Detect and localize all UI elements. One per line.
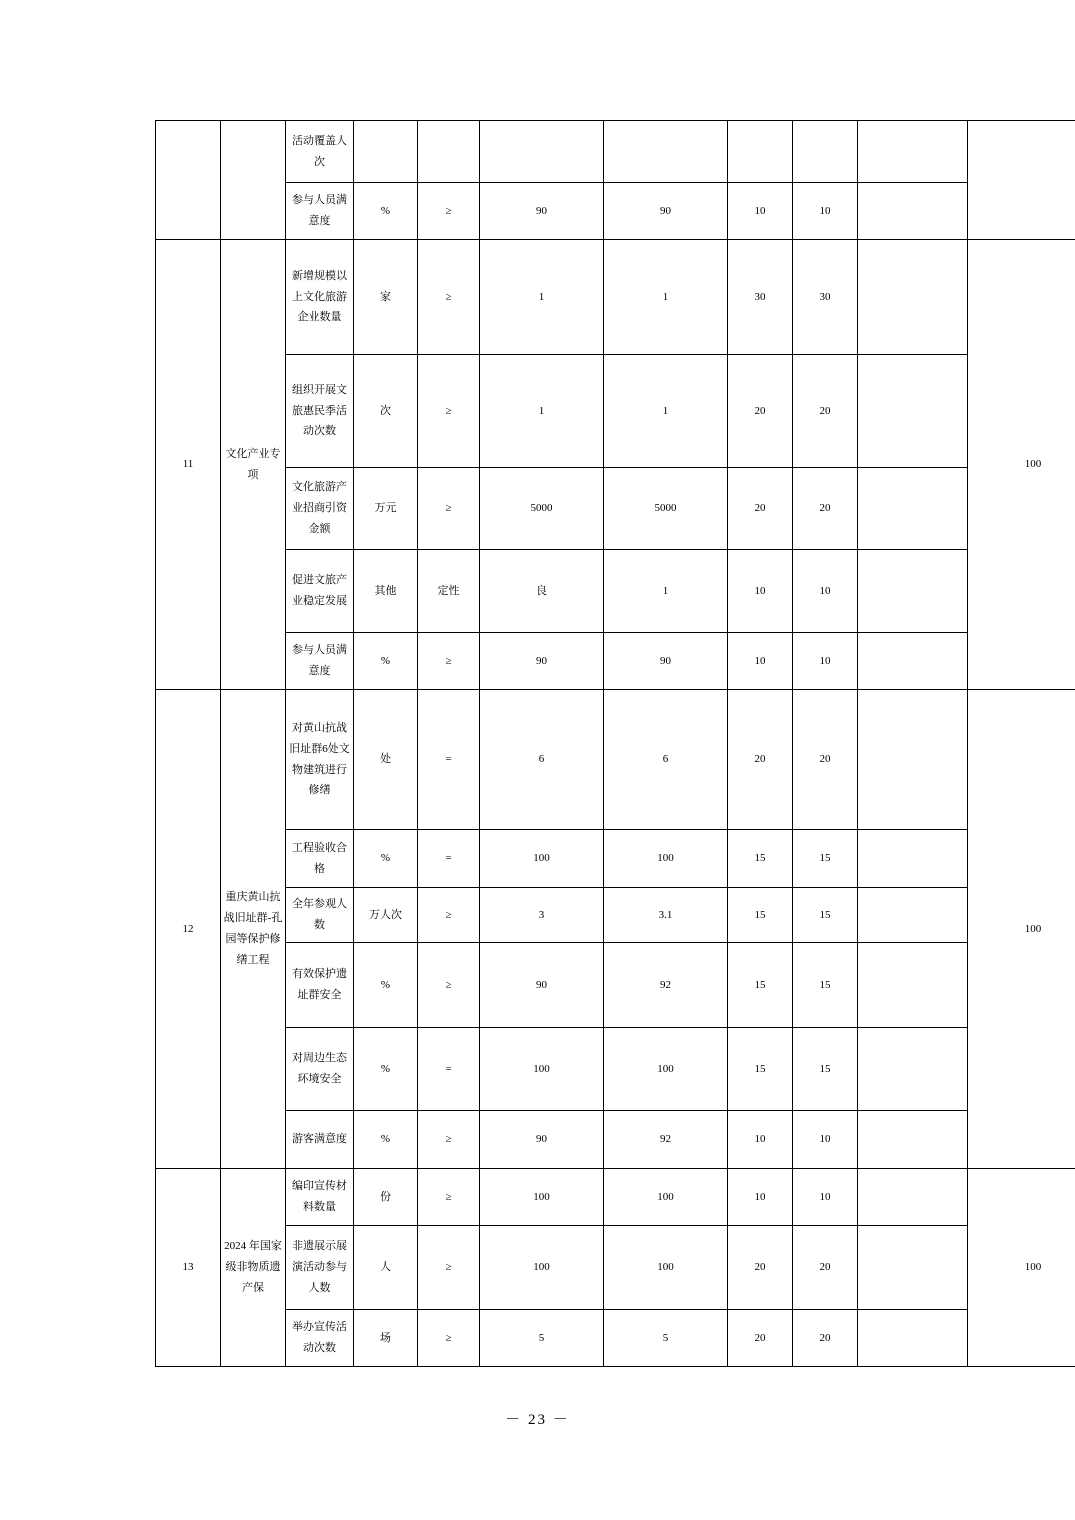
cell-remark <box>858 550 968 633</box>
cell-remark <box>858 468 968 550</box>
cell-target: 1 <box>480 355 604 468</box>
cell-unit: 份 <box>354 1169 418 1226</box>
table-row <box>156 550 1075 633</box>
cell-score-weight: 20 <box>728 468 793 550</box>
cell-unit: 次 <box>354 355 418 468</box>
cell-no: 11 <box>156 240 221 690</box>
table-row <box>156 1226 1075 1310</box>
cell-compare: ≥ <box>418 943 480 1028</box>
cell-actual <box>604 121 728 183</box>
cell-actual: 5 <box>604 1310 728 1367</box>
cell-target: 100 <box>480 1169 604 1226</box>
cell-unit: 其他 <box>354 550 418 633</box>
cell-score-weight <box>728 121 793 183</box>
table-row <box>156 121 1075 183</box>
table-row <box>156 183 1075 240</box>
cell-score-weight: 10 <box>728 1169 793 1226</box>
cell-compare: ≥ <box>418 1111 480 1169</box>
cell-score-weight: 15 <box>728 1028 793 1111</box>
cell-indicator: 游客满意度 <box>286 1111 354 1169</box>
cell-remark <box>858 690 968 830</box>
cell-indicator: 全年参观人数 <box>286 888 354 943</box>
cell-actual: 5000 <box>604 468 728 550</box>
table-row <box>156 355 1075 468</box>
cell-remark <box>858 1310 968 1367</box>
cell-indicator: 非遗展示展演活动参与人数 <box>286 1226 354 1310</box>
cell-project: 2024 年国家级非物质遗产保 <box>221 1169 286 1367</box>
indicator-grid <box>155 120 1075 1367</box>
performance-indicator-table <box>155 120 1042 1367</box>
cell-unit: 万元 <box>354 468 418 550</box>
cell-score-got: 10 <box>793 1111 858 1169</box>
cell-unit: 人 <box>354 1226 418 1310</box>
cell-score-got: 20 <box>793 468 858 550</box>
cell-actual: 6 <box>604 690 728 830</box>
cell-score-weight: 30 <box>728 240 793 355</box>
table-row <box>156 1028 1075 1111</box>
cell-remark <box>858 1169 968 1226</box>
cell-target: 90 <box>480 633 604 690</box>
cell-indicator: 工程验收合格 <box>286 830 354 888</box>
cell-score-got: 15 <box>793 888 858 943</box>
page-number: － 23 － <box>505 1412 570 1428</box>
cell-target: 90 <box>480 1111 604 1169</box>
cell-score-weight: 10 <box>728 1111 793 1169</box>
cell-unit: % <box>354 183 418 240</box>
cell-actual: 1 <box>604 240 728 355</box>
table-row <box>156 943 1075 1028</box>
cell-target: 良 <box>480 550 604 633</box>
cell-compare: ≥ <box>418 240 480 355</box>
cell-score-weight: 20 <box>728 355 793 468</box>
cell-remark <box>858 1028 968 1111</box>
cell-actual: 100 <box>604 1028 728 1111</box>
cell-target: 100 <box>480 1028 604 1111</box>
cell-compare <box>418 121 480 183</box>
table-row <box>156 830 1075 888</box>
cell-project-continued <box>221 121 286 240</box>
table-row <box>156 1169 1075 1226</box>
cell-compare: ≥ <box>418 1226 480 1310</box>
cell-score-got: 20 <box>793 355 858 468</box>
cell-remark <box>858 355 968 468</box>
cell-remark <box>858 888 968 943</box>
cell-unit: % <box>354 943 418 1028</box>
cell-score-got: 15 <box>793 830 858 888</box>
cell-actual: 90 <box>604 633 728 690</box>
cell-actual: 92 <box>604 1111 728 1169</box>
table-row <box>156 888 1075 943</box>
cell-target: 5000 <box>480 468 604 550</box>
cell-indicator: 参与人员满意度 <box>286 633 354 690</box>
cell-no-continued <box>156 121 221 240</box>
cell-target <box>480 121 604 183</box>
cell-indicator: 对黄山抗战旧址群6处文物建筑进行修缮 <box>286 690 354 830</box>
table-row <box>156 468 1075 550</box>
cell-score-weight: 20 <box>728 690 793 830</box>
cell-compare: ≥ <box>418 888 480 943</box>
cell-score-weight: 20 <box>728 1310 793 1367</box>
cell-indicator: 活动覆盖人次 <box>286 121 354 183</box>
cell-target: 100 <box>480 830 604 888</box>
cell-unit: % <box>354 1028 418 1111</box>
cell-unit: 处 <box>354 690 418 830</box>
cell-target: 1 <box>480 240 604 355</box>
cell-indicator: 举办宣传活动次数 <box>286 1310 354 1367</box>
cell-score-got: 15 <box>793 943 858 1028</box>
cell-indicator: 组织开展文旅惠民季活动次数 <box>286 355 354 468</box>
cell-score-got: 20 <box>793 1310 858 1367</box>
cell-indicator: 参与人员满意度 <box>286 183 354 240</box>
cell-unit: 家 <box>354 240 418 355</box>
cell-score-got: 10 <box>793 550 858 633</box>
cell-target: 90 <box>480 943 604 1028</box>
cell-actual: 100 <box>604 830 728 888</box>
cell-actual: 1 <box>604 550 728 633</box>
cell-indicator: 促进文旅产业稳定发展 <box>286 550 354 633</box>
cell-score-weight: 15 <box>728 888 793 943</box>
cell-indicator: 编印宣传材料数量 <box>286 1169 354 1226</box>
cell-target: 90 <box>480 183 604 240</box>
cell-unit <box>354 121 418 183</box>
cell-score-got: 10 <box>793 1169 858 1226</box>
cell-actual: 100 <box>604 1226 728 1310</box>
cell-score-got: 20 <box>793 690 858 830</box>
cell-unit: 场 <box>354 1310 418 1367</box>
cell-score-got: 20 <box>793 1226 858 1310</box>
cell-compare: ≥ <box>418 183 480 240</box>
cell-score-got: 10 <box>793 633 858 690</box>
cell-remark <box>858 183 968 240</box>
cell-actual: 1 <box>604 355 728 468</box>
cell-compare: ≥ <box>418 468 480 550</box>
cell-score-got: 10 <box>793 183 858 240</box>
cell-target: 5 <box>480 1310 604 1367</box>
cell-remark <box>858 943 968 1028</box>
cell-compare: ≥ <box>418 633 480 690</box>
cell-no: 12 <box>156 690 221 1169</box>
cell-total: 100 <box>968 690 1075 1169</box>
cell-remark <box>858 1111 968 1169</box>
cell-total: 100 <box>968 240 1075 690</box>
cell-score-got <box>793 121 858 183</box>
cell-indicator: 文化旅游产业招商引资金额 <box>286 468 354 550</box>
cell-no: 13 <box>156 1169 221 1367</box>
cell-remark <box>858 830 968 888</box>
cell-score-got: 15 <box>793 1028 858 1111</box>
cell-actual: 92 <box>604 943 728 1028</box>
cell-compare: ≥ <box>418 1169 480 1226</box>
cell-compare: = <box>418 690 480 830</box>
cell-remark <box>858 121 968 183</box>
cell-remark <box>858 1226 968 1310</box>
cell-target: 3 <box>480 888 604 943</box>
cell-compare: = <box>418 830 480 888</box>
cell-score-weight: 20 <box>728 1226 793 1310</box>
cell-score-weight: 10 <box>728 183 793 240</box>
table-row <box>156 690 1075 830</box>
cell-score-weight: 10 <box>728 550 793 633</box>
cell-total: 100 <box>968 1169 1075 1367</box>
cell-target: 100 <box>480 1226 604 1310</box>
cell-actual: 100 <box>604 1169 728 1226</box>
cell-unit: % <box>354 633 418 690</box>
cell-total-continued <box>968 121 1075 240</box>
cell-score-weight: 15 <box>728 943 793 1028</box>
table-row <box>156 633 1075 690</box>
cell-target: 6 <box>480 690 604 830</box>
cell-score-weight: 10 <box>728 633 793 690</box>
cell-compare: ≥ <box>418 1310 480 1367</box>
cell-actual: 90 <box>604 183 728 240</box>
cell-unit: % <box>354 1111 418 1169</box>
cell-project: 重庆黄山抗战旧址群-孔园等保护修缮工程 <box>221 690 286 1169</box>
table-row <box>156 1310 1075 1367</box>
cell-compare: ≥ <box>418 355 480 468</box>
cell-score-weight: 15 <box>728 830 793 888</box>
cell-indicator: 新增规模以上文化旅游企业数量 <box>286 240 354 355</box>
cell-project: 文化产业专项 <box>221 240 286 690</box>
cell-remark <box>858 633 968 690</box>
cell-actual: 3.1 <box>604 888 728 943</box>
cell-remark <box>858 240 968 355</box>
cell-indicator: 对周边生态环境安全 <box>286 1028 354 1111</box>
cell-unit: 万人次 <box>354 888 418 943</box>
cell-compare: 定性 <box>418 550 480 633</box>
cell-indicator: 有效保护遗址群安全 <box>286 943 354 1028</box>
cell-score-got: 30 <box>793 240 858 355</box>
table-row <box>156 240 1075 355</box>
cell-unit: % <box>354 830 418 888</box>
cell-compare: = <box>418 1028 480 1111</box>
table-row <box>156 1111 1075 1169</box>
